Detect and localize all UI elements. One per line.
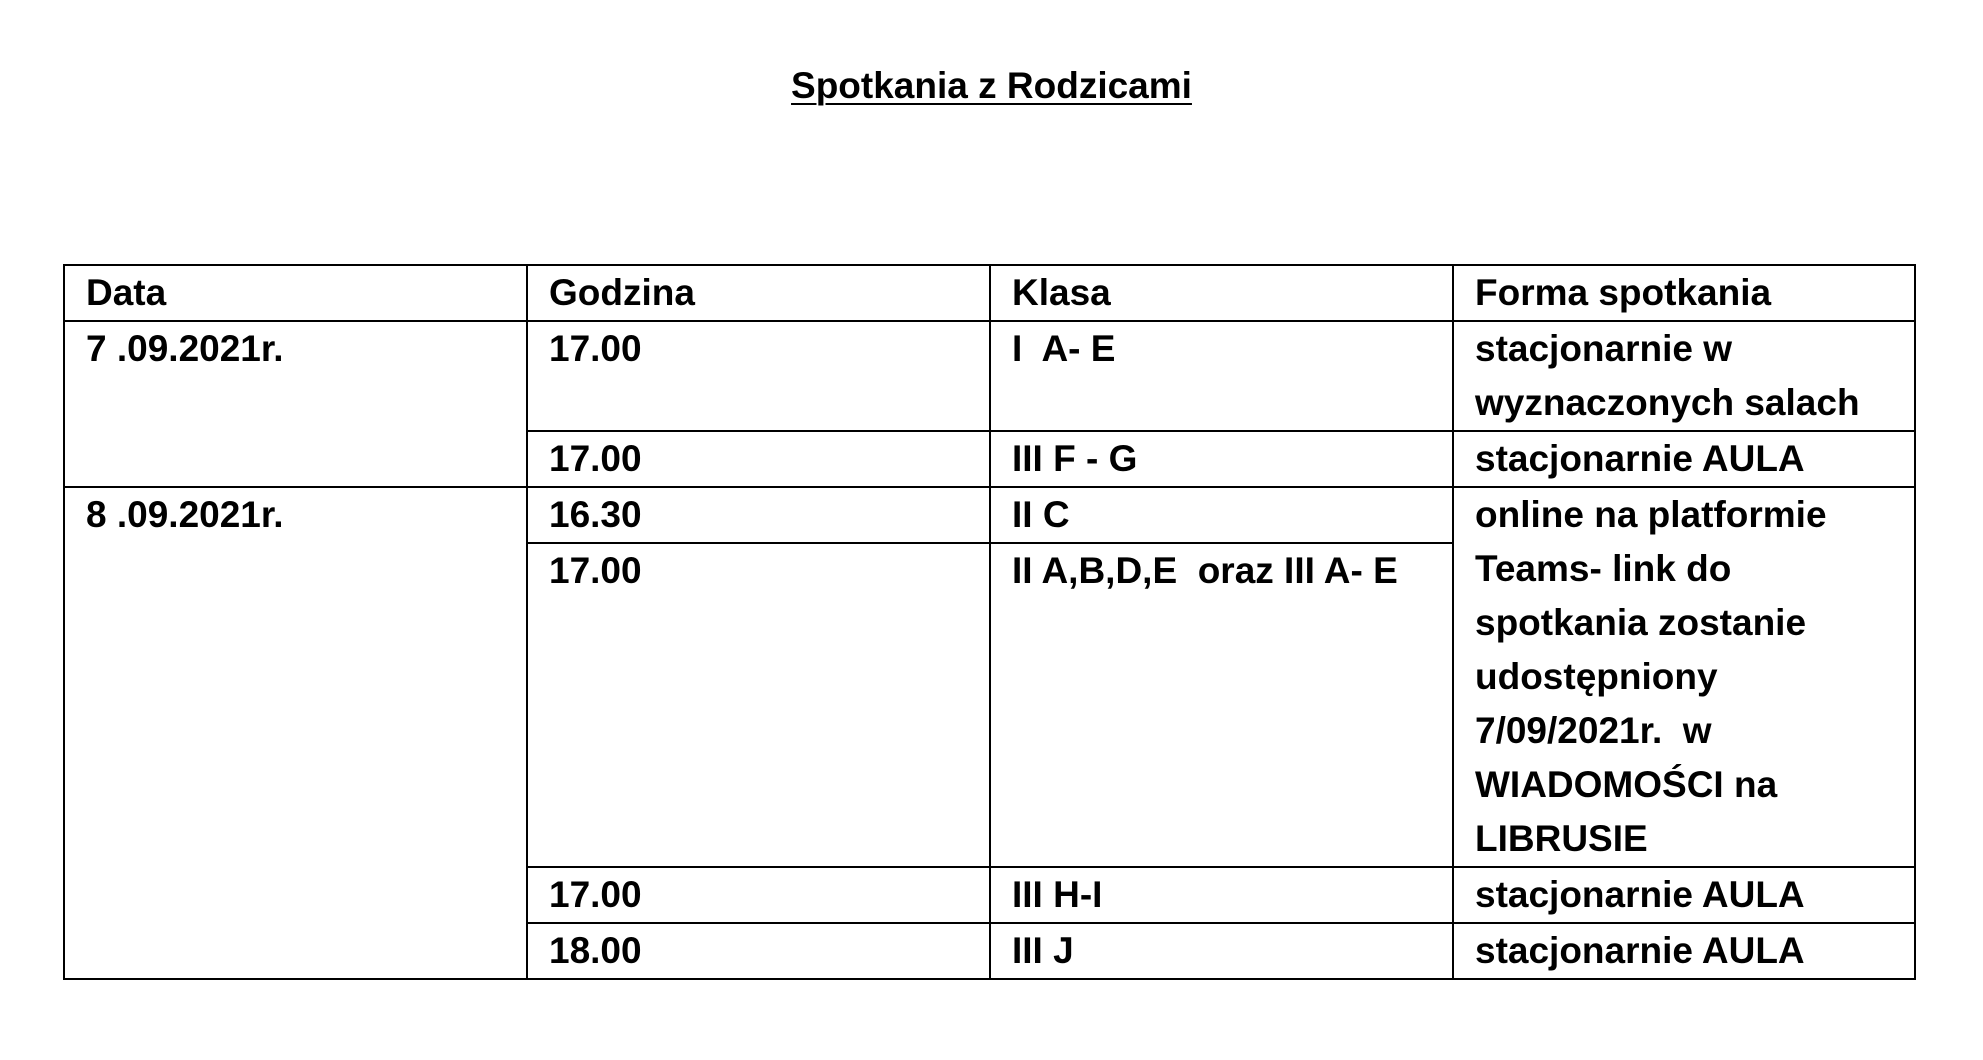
header-class: Klasa: [990, 265, 1453, 321]
cell-form: stacjonarnie AULA: [1453, 923, 1915, 979]
cell-time: 17.00: [527, 431, 990, 487]
header-time: Godzina: [527, 265, 990, 321]
cell-class: III H-I: [990, 867, 1453, 923]
cell-time: 17.00: [527, 321, 990, 431]
cell-time: 17.00: [527, 543, 990, 867]
table-row: [64, 487, 1915, 543]
cell-date: 7 .09.2021r.: [64, 321, 527, 487]
cell-class: III J: [990, 923, 1453, 979]
table-row: [64, 321, 1915, 431]
header-date: Data: [64, 265, 527, 321]
cell-time: 17.00: [527, 867, 990, 923]
cell-class: II C: [990, 487, 1453, 543]
table-header-row: [64, 265, 1915, 321]
cell-class: III F - G: [990, 431, 1453, 487]
header-form: Forma spotkania: [1453, 265, 1915, 321]
cell-class: II A,B,D,E oraz III A- E: [990, 543, 1453, 867]
cell-form: stacjonarnie AULA: [1453, 867, 1915, 923]
cell-date: 8 .09.2021r.: [64, 487, 527, 979]
cell-form: online na platformie Teams- link do spotkania zostanie udostępniony 7/09/2021r. w WIADOMOŚCI na LIBRUSIE: [1453, 487, 1915, 867]
cell-time: 16.30: [527, 487, 990, 543]
cell-form: stacjonarnie w wyznaczonych salach: [1453, 321, 1915, 431]
cell-form: stacjonarnie AULA: [1453, 431, 1915, 487]
meetings-table: [63, 264, 1916, 980]
cell-time: 18.00: [527, 923, 990, 979]
cell-class: I A- E: [990, 321, 1453, 431]
page-title: Spotkania z Rodzicami: [791, 65, 1192, 106]
